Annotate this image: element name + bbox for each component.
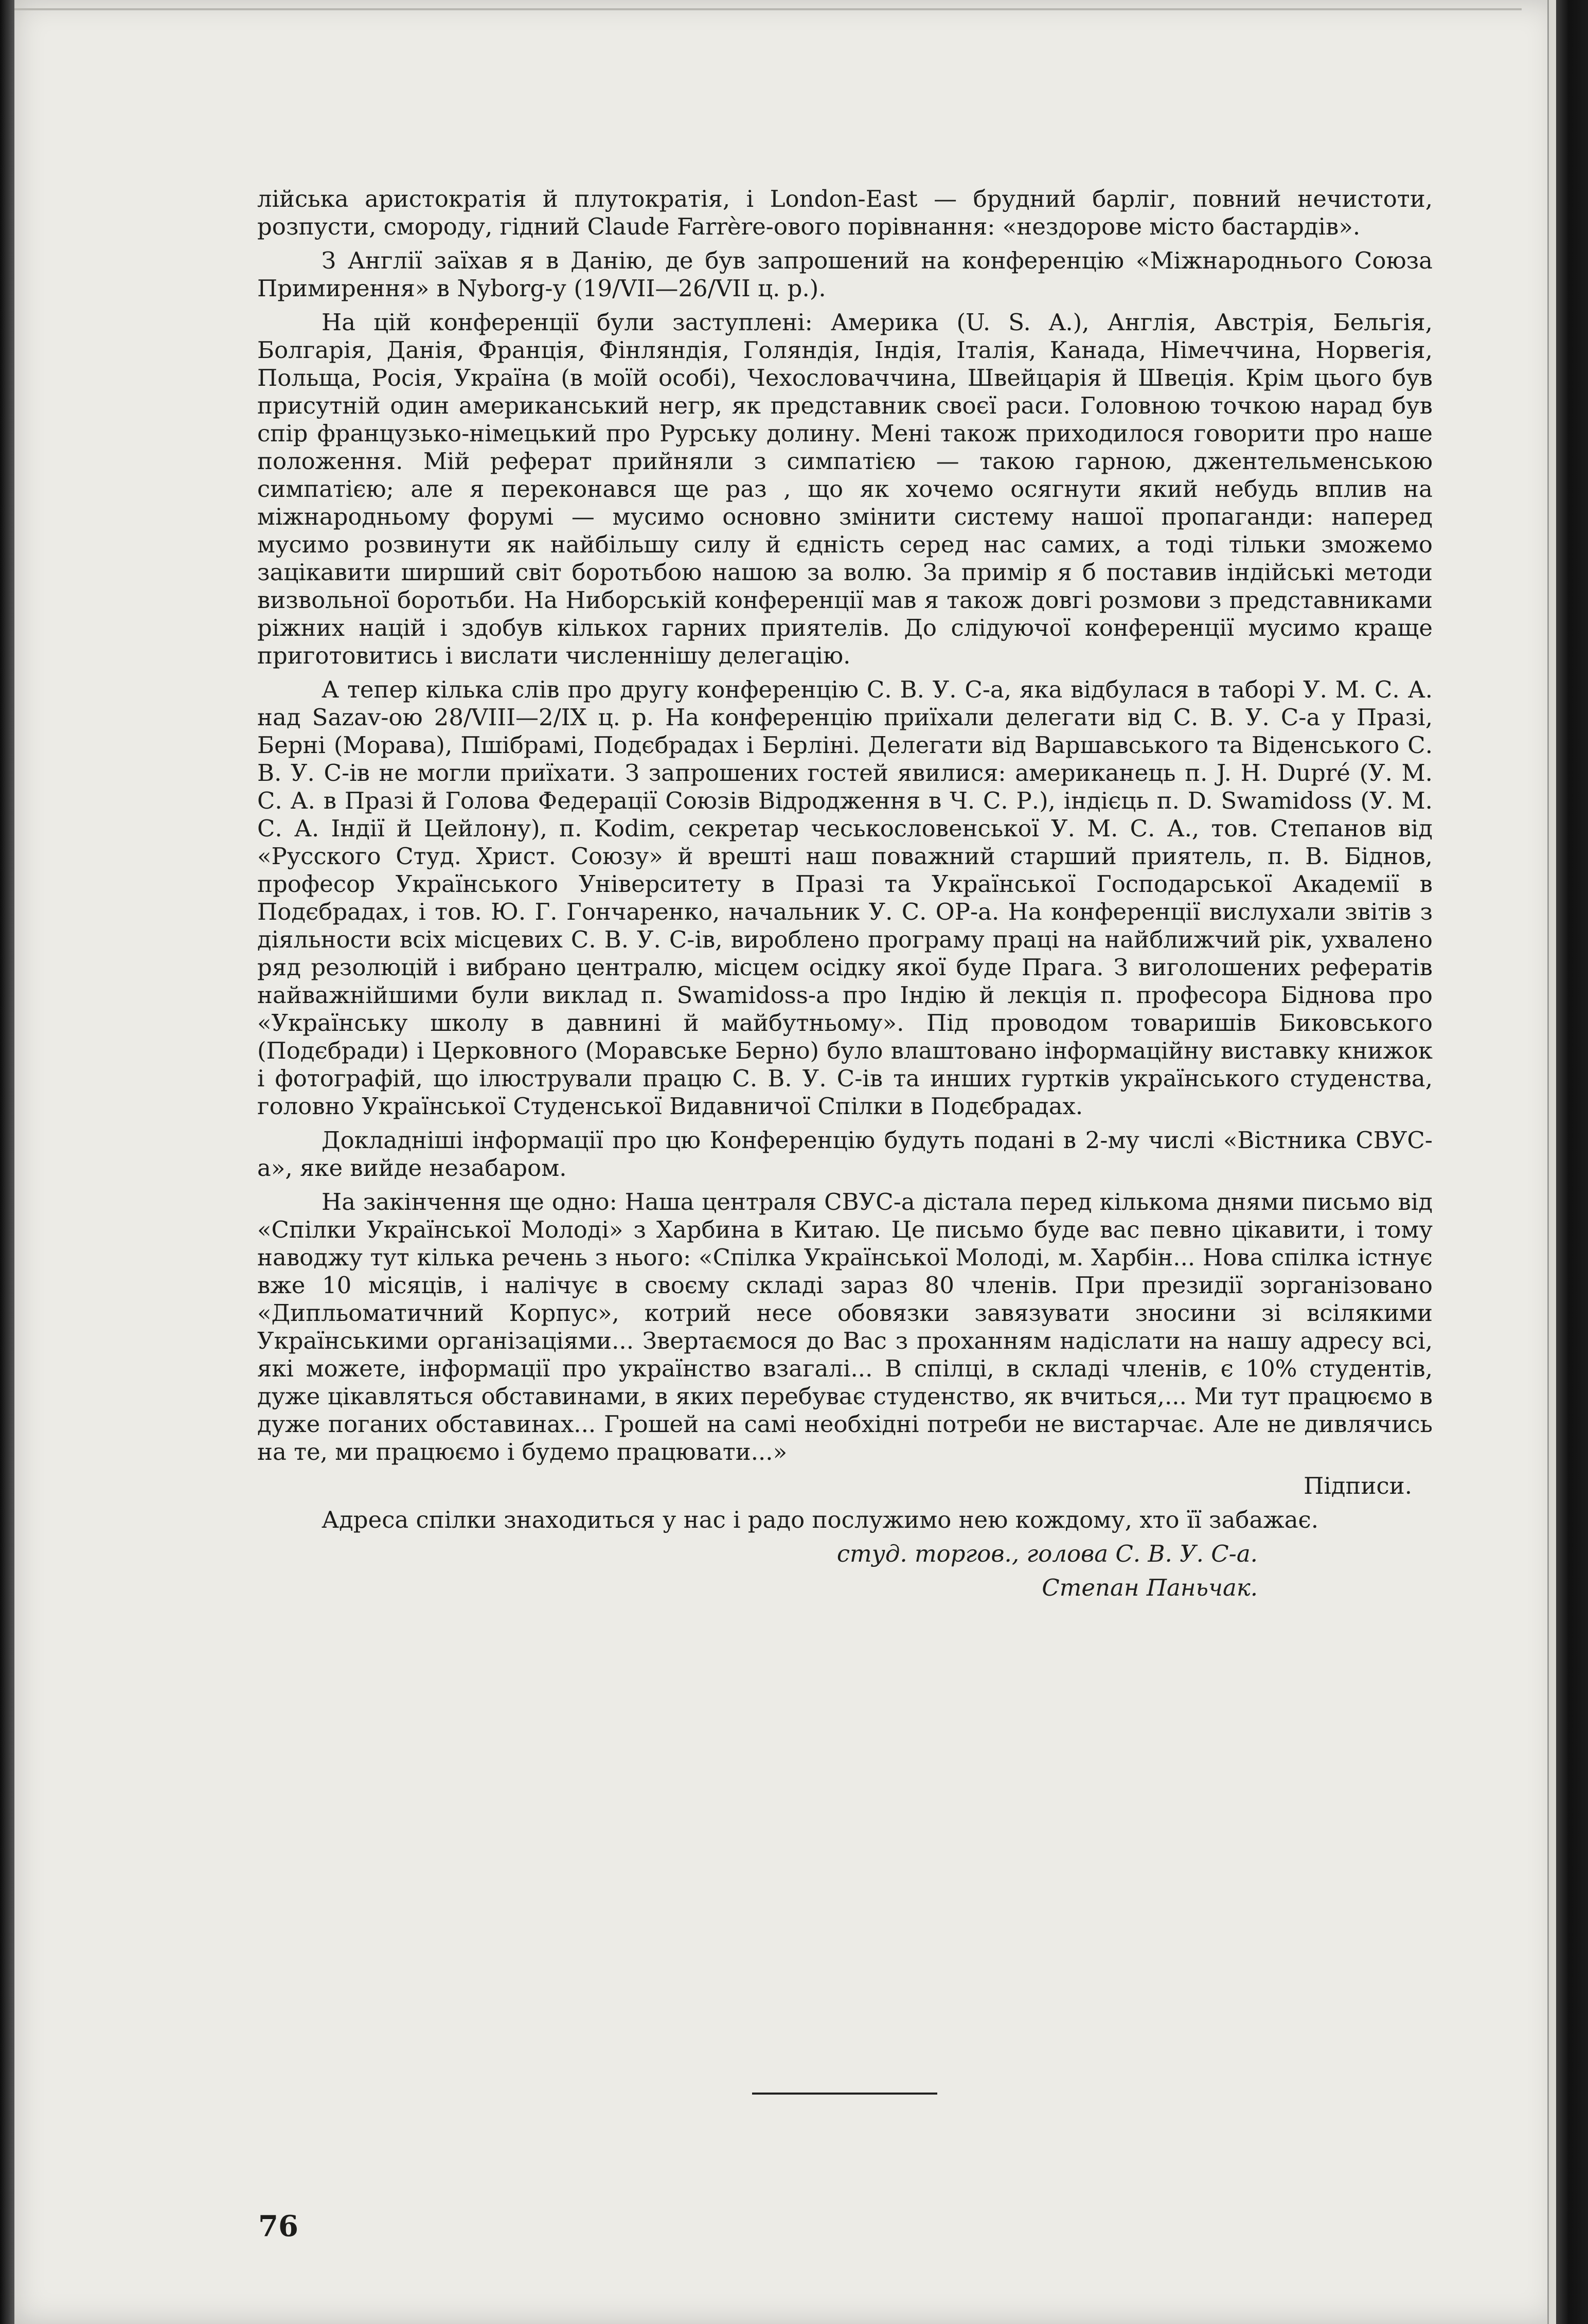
paragraph-harbin-letter: На закінчення ще одно: Наша централя СВУС-а дістала перед кількома днями письмо від «Спілки Української Молоді» з Харбина в Китаю. Це письмо буде вас певно цікавити, і тому наводжу тут кілька речень з нього: «Спілка Української Молоді, м. Харбін... Нова спілка істнує вже 10 місяців, і налічує в своєму складі зараз 80 членів. При президії зорганізовано «Дипльоматичний Корпус», котрий несе обовязки завязувати зносини зі всілякими Українськими організаціями... Звертаємося до Вас з проханням надіслати на нашу адресу всі, які можете, інформації про українство взагалі... В спілці, в складі членів, є 10% студентів, дуже цікавляться обставинами, в яких перебуває студенство, як вчиться,... Ми тут працюємо в дуже поганих обставинах... Грошей на самі необхідні потреби не вистарчає. Але не дивлячись на те, ми працюємо і будемо працювати...» [257,1188,1433,1465]
scan-top-line [14,8,1522,10]
scan-left-edge [0,0,14,2324]
paragraph-denmark: З Англії заїхав я в Данію, де був запрошений на конференцію «Міжнароднього Союза Примирення» в Nyborg-у (19/VII—26/VII ц. р.). [257,247,1433,302]
scan-right-edge [1556,0,1588,2324]
signature-name: Степан Паньчак. [1042,1574,1258,1601]
paragraph-address-note: Адреса спілки знаходиться у нас і радо послужимо нею кождому, хто її забажає. [322,1506,1319,1533]
body-text [257,185,1433,1608]
paragraph-conference: На цій конференції були заступлені: Америка (U. S. A.), Англія, Австрія, Бельгія, Болгарія, Данія, Франція, Фінляндія, Голяндія, Індія, Італія, Канада, Німеччина, Норвегія, Польща, Росія, Україна (в моїй особі), Чехословаччина, Швейцарія й Швеція. Крім цього був присутній один американський негр, як представник своєї раси. Головною точкою нарад був спір французько-німецький про Рурську долину. Мені також приходилося говорити про наше положення. Мій реферат прийняли з симпатією — такою гарною, джентельменською симпатією; але я переконався ще раз , що як хочемо осягнути який небудь вплив на міжнародньому форумі — мусимо основно змінити систему нашої пропаганди: наперед мусимо розвинути як найбільшу силу й єдність серед нас самих, а тоді тільки зможемо зацікавити ширший світ боротьбою нашою за волю. За примір я б поставив індійські методи визвольної боротьби. На Ниборській конференції мав я також довгі розмови з представниками ріжних націй і здобув кількох гарних приятелів. До слідуючої конференції мусимо краще приготовитись і вислати численнішу делегацію. [257,309,1433,669]
separator-rule [752,2093,937,2095]
signature-title: студ. торгов., голова С. В. У. С-а. [836,1540,1258,1567]
paragraph-continuation: лійська аристократія й плутократія, і London-East — брудний барліг, повний нечистоти, розпусти, смороду, гідний Claude Farrère-ового порівнання: «нездорове місто бастардів». [257,185,1433,240]
page-number: 76 [258,2209,298,2243]
paragraph-second-conference: А тепер кілька слів про другу конференцію С. В. У. С-а, яка відбулася в таборі У. М. С. А. над Sazav-ою 28/VIII—2/IX ц. р. На конференцію приїхали делегати від С. В. У. С-а у Празі, Берні (Морава), Пшібрамі, Подєбрадах і Берліні. Делегати від Варшавського та Віденського С. В. У. С-ів не могли приїхати. З запрошених гостей явилися: американець п. J. H. Dupré (У. М. С. А. в Празі й Голова Федерації Союзів Відродження в Ч. С. Р.), індієць п. D. Swamidoss (У. М. С. А. Індії й Цейлону), п. Kodim, секретар чеськословенської У. М. С. А., тов. Степанов від «Русского Студ. Христ. Союзу» й врешті наш поважний старший приятель, п. В. Біднов, професор Українського Університету в Празі та Української Господарської Академії в Подєбрадах, і тов. Ю. Г. Гончаренко, начальник У. С. ОР-а. На конференції вислухали звітів з діяльности всіх місцевих С. В. У. С-ів, вироблено програму праці на найближчий рік, ухвалено ряд резолюцій і вибрано централю, місцем осідку якої буде Прага. З виголошених рефератів найважнійшими були виклад п. Swamidoss-а про Індію й лекція п. професора Біднова про «Українську школу в давнині й майбутньому». Під проводом товаришів Биковського (Подєбради) і Церковного (Моравське Берно) було влаштовано інформаційну виставку книжок і фотографій, що ілюстрували працю С. В. У. С-ів та инших гуртків українського студенства, головно Української Студенської Видавничої Спілки в Подєбрадах. [257,676,1433,1120]
scan-right-strip [1547,0,1556,2324]
closing-signatures: Підписи. [1304,1472,1412,1499]
paragraph-details: Докладніші інформації про цю Конференцію будуть подані в 2-му числі «Вістника СВУС-а», яке вийде незабаром. [257,1127,1433,1182]
